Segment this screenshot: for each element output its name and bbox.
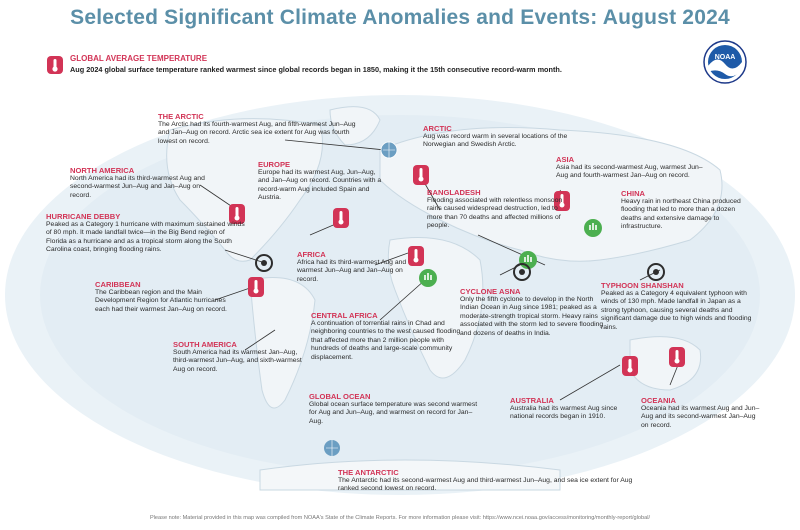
- thermometer-icon: [408, 246, 424, 266]
- rain-icon: [418, 268, 438, 288]
- region-caribbean: [95, 280, 235, 314]
- region-australia: [510, 396, 635, 422]
- region-arctic: [158, 112, 358, 146]
- region-heading: SOUTH AMERICA: [173, 340, 237, 349]
- rain-icon: [583, 218, 603, 238]
- region-asia: [556, 155, 706, 181]
- region-heading: CARIBBEAN: [95, 280, 141, 289]
- region-heading: BANGLADESH: [427, 188, 481, 197]
- region-heading: CYCLONE ASNA: [460, 287, 521, 296]
- global-temp-heading: GLOBAL AVERAGE TEMPERATURE: [70, 54, 208, 63]
- region-text: Aug was record warm in several locations of the Norwegian and Swedish Arctic.: [423, 133, 568, 149]
- region-text: Flooding associated with relentless monsoon rains caused widespread destruction, led to more than 70 deaths and affected millions of people.: [427, 197, 563, 230]
- region-heading: THE ARCTIC: [158, 112, 204, 121]
- region-text: Heavy rain in northeast China produced flooding that led to more than a dozen deaths and extensive damage to infrastructure.: [621, 198, 741, 231]
- page-title: Selected Significant Climate Anomalies and Events: August 2024: [70, 6, 730, 29]
- footer-note: Please note: Material provided in this map was compiled from NOAA's State of the Climate Reports. For more information please visit: https://www.ncei.noaa.gov/access/monitoring/monthly-report/global/: [149, 515, 651, 521]
- globe-icon: [323, 439, 341, 457]
- globe-icon: [380, 141, 398, 159]
- thermometer-icon: [669, 347, 685, 367]
- region-text: Global ocean surface temperature was second warmest for Aug and Jun–Aug, and warmest on record for Jan–Aug.: [309, 401, 478, 425]
- region-heading: THE ANTARCTIC: [338, 468, 399, 477]
- region-oceania: [641, 396, 761, 430]
- cyclone-icon: [254, 253, 274, 273]
- region-bangladesh: [427, 188, 567, 231]
- region-heading: EUROPE: [258, 160, 291, 169]
- region-text: Peaked as a Category 4 equivalent typhoon with winds of 130 mph. Made landfall in Japan as a strong typhoon, causing several deaths and significant damage due to high winds and flooding rains.: [601, 290, 752, 331]
- region-heading: OCEANIA: [641, 396, 677, 405]
- region-text: South America had its warmest Jan–Aug, third-warmest Jun–Aug, and sixth-warmest Aug on record.: [173, 349, 302, 373]
- region-heading: GLOBAL OCEAN: [309, 392, 371, 401]
- region-text: The Antarctic had its second-warmest Aug and third-warmest Jun–Aug, and sea ice extent for Aug ranked second lowest on record.: [338, 477, 633, 493]
- thermometer-icon: [248, 277, 264, 297]
- region-china: [621, 189, 746, 232]
- region-south-america: [173, 340, 313, 374]
- thermometer-icon: [46, 55, 64, 75]
- thermometer-icon: [622, 356, 638, 376]
- region-typhoon-shanshan: [601, 281, 756, 332]
- cyclone-icon: [646, 262, 666, 282]
- region-text: A continuation of torrential rains in Chad and neighboring countries to the west caused flooding that affected more than 2 million people with hundreds of deaths and large-scale community displacement.: [311, 320, 461, 361]
- region-text: North America had its third-warmest Aug and second-warmest Jun–Aug and Jan–Aug on record.: [70, 175, 205, 199]
- global-temp-text: Aug 2024 global surface temperature ranked warmest since global records began in 1850, making it the 15th consecutive record-warm month.: [70, 65, 562, 74]
- region-heading: ASIA: [556, 155, 575, 164]
- region-antarctic: [338, 468, 638, 494]
- region-text: Asia had its second-warmest Aug, warmest Jun–Aug and fourth-warmest Jan–Aug on record.: [556, 164, 703, 180]
- region-text: The Arctic had its fourth-warmest Aug, and fifth-warmest Jun–Aug and Jan–Aug on record. Arctic sea ice extent for Aug was fourth lowest on record.: [158, 121, 356, 145]
- region-text: Peaked as a Category 1 hurricane with maximum sustained winds of 80 mph. It made landfall twice—in the Big Bend region of Florida as a hurricane and as a tropical storm along the South Carolina coast, bringing flooding rains.: [46, 221, 245, 254]
- region-central-africa: [311, 311, 461, 362]
- region-heading: HURRICANE DEBBY: [46, 212, 121, 221]
- noaa-logo-text: NOAA: [714, 54, 736, 61]
- region-hurricane-debby: [46, 212, 246, 255]
- region-north-america: [70, 166, 208, 200]
- region-heading: TYPHOON SHANSHAN: [601, 281, 684, 290]
- region-global-ocean: [309, 392, 479, 426]
- region-text: Australia had its warmest Aug since national records began in 1910.: [510, 405, 618, 421]
- region-text: Oceania had its warmest Aug and Jun–Aug and its second-warmest Jan–Aug on record.: [641, 405, 760, 429]
- thermometer-icon: [413, 165, 429, 185]
- noaa-logo-icon: [703, 40, 747, 84]
- cyclone-icon: [512, 262, 532, 282]
- region-heading: CHINA: [621, 189, 646, 198]
- region-heading: AFRICA: [297, 250, 326, 259]
- region-heading: NORTH AMERICA: [70, 166, 135, 175]
- region-text: Europe had its warmest Aug, Jun–Aug, and Jan–Aug on record. Countries with a record-warm Aug included Spain and Austria.: [258, 169, 382, 202]
- thermometer-icon: [333, 208, 349, 228]
- region-heading: AUSTRALIA: [510, 396, 554, 405]
- region-europe: [258, 160, 388, 203]
- region-text: Only the fifth cyclone to develop in the North Indian Ocean in Aug since 1981; peaked as a moderate-strength tropical storm. Heavy rains associated with the storm led to severe flooding and dozens of deaths in India.: [460, 296, 604, 337]
- region-africa: [297, 250, 407, 284]
- region-arctic-europe: [423, 124, 573, 150]
- region-heading: ARCTIC: [423, 124, 452, 133]
- region-heading: CENTRAL AFRICA: [311, 311, 378, 320]
- region-text: The Caribbean region and the Main Development Region for Atlantic hurricanes each had their warmest Jan–Aug on record.: [95, 289, 227, 313]
- region-cyclone-asna: [460, 287, 605, 338]
- region-text: Africa had its third-warmest Aug and warmest Jun–Aug and Jan–Aug on record.: [297, 259, 407, 283]
